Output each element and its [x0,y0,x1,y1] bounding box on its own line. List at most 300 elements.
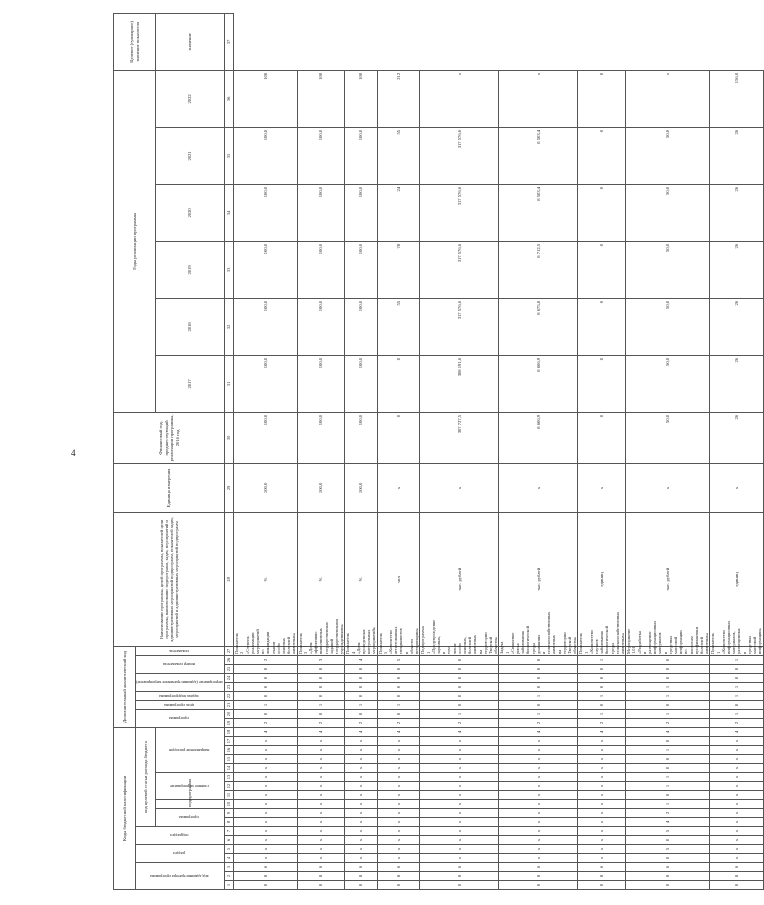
code-cell: 4 [626,727,710,736]
row-year-value: 0 [377,355,420,412]
row-unit: % [345,512,377,646]
code-cell: x [499,836,578,845]
code-cell: 0 [234,682,297,691]
row-fin-year: x [499,463,578,512]
code-cell: 3 [297,655,345,664]
code-cell: x [710,764,763,773]
row-fin-year: x [710,463,763,512]
code-cell: 4 [234,727,297,736]
row-year-value: 50,0 [626,184,710,241]
row-year-value: 0 [578,355,626,412]
column-number: 11 [225,791,234,800]
code-cell: x [710,827,763,836]
column-number: 31 [225,355,234,412]
code-cell: 6 [297,863,345,872]
header-podrazdel: подраздел [170,833,189,839]
code-cell: x [377,854,420,863]
code-cell: 0 [345,673,377,682]
code-cell: x [710,773,763,782]
code-cell: x [578,773,626,782]
column-number: 17 [225,737,234,746]
code-cell: 0 [626,673,710,682]
code-cell: x [578,764,626,773]
row-name: Показатель 5 «Количество аттестованных специалистов в области ветеринарии» [377,626,420,654]
code-cell: x [377,791,420,800]
code-cell: 0 [345,709,377,718]
row-unit: тыс. рублей [626,512,710,646]
code-cell: 0 [297,673,345,682]
code-cell: x [234,854,297,863]
code-cell: x [377,755,420,764]
code-cell: x [578,746,626,755]
code-cell: x [710,854,763,863]
code-cell: 0 [420,700,499,709]
code-cell: 0 [710,700,763,709]
column-number: 29 [225,463,234,512]
column-number: 8 [225,818,234,827]
header-year-2022: 2022 [156,70,225,127]
row-year-value: 100,0 [297,298,345,355]
row-year-value: 0 [578,241,626,298]
code-cell: 5 [626,827,710,836]
code-cell: x [377,737,420,746]
row-year-value: 100,0 [297,355,345,412]
code-cell: 2 [710,718,763,727]
code-cell: x [234,764,297,773]
column-number: 13 [225,773,234,782]
code-cell: 1 [499,709,578,718]
code-cell: 1 [626,782,710,791]
row-name: Мероприятие 1.01 «Разработка и размещение информационных материалов в средствах массовой информации по вопросам профилактики болезней животных» [626,620,710,654]
code-cell: x [377,782,420,791]
table-row [234,13,297,889]
code-cell: x [345,818,377,827]
code-cell: x [420,782,499,791]
code-cell: 2 [377,718,420,727]
rotated-table-wrapper [113,21,763,890]
row-year-value: 100,0 [297,412,345,463]
row-year-value: 100,0 [297,127,345,184]
table-row [626,13,710,889]
code-cell: x [499,818,578,827]
code-cell: x [234,746,297,755]
code-cell: x [377,809,420,818]
code-cell: x [499,827,578,836]
row-target: 100 [234,70,297,127]
code-cell: x [297,737,345,746]
column-numbers-row [225,13,234,889]
code-cell: 0 [578,700,626,709]
code-cell: 0 [499,655,578,664]
column-number: 15 [225,755,234,764]
code-cell: 0 [234,673,297,682]
row-year-value: 50,0 [626,298,710,355]
row-year-value: 50,0 [626,355,710,412]
row-year-value: 24 [377,184,420,241]
code-cell: 0 [377,664,420,673]
code-cell: 0 [578,664,626,673]
column-number: 20 [225,709,234,718]
code-cell: 0 [710,664,763,673]
column-number: 19 [225,718,234,727]
code-cell: 6 [377,863,420,872]
column-number: 7 [225,827,234,836]
code-cell: 0 [345,691,377,700]
code-cell: 8 [499,872,578,881]
header-target-value: значение [156,13,225,70]
row-year-value: 8 606,9 [499,355,578,412]
header-ex-task: задача подпрограммы [159,693,200,699]
column-number: 6 [225,836,234,845]
code-cell: x [499,782,578,791]
row-year-value: 100,0 [234,184,297,241]
code-cell: x [578,818,626,827]
code-cell: x [234,809,297,818]
code-cell: 2 [578,718,626,727]
column-number: 24 [225,673,234,682]
code-cell: x [578,800,626,809]
row-year-value: 8 503,4 [499,184,578,241]
header-year-2017: 2017 [156,355,225,412]
code-cell: x [345,827,377,836]
code-cell: 0 [234,691,297,700]
table-row [345,13,377,889]
row-year-value: 100,0 [297,241,345,298]
code-cell: 1 [626,746,710,755]
code-cell: 6 [420,863,499,872]
code-cell: 1 [578,655,626,664]
code-cell: x [420,809,499,818]
code-cell: 2 [626,718,710,727]
row-unit: тыс. рублей [420,512,499,646]
code-cell: 0 [499,881,578,890]
code-cell: 0 [499,664,578,673]
code-cell: 1 [578,691,626,700]
code-cell: 0 [710,881,763,890]
code-cell: 2 [234,655,297,664]
row-year-value: 317 576,6 [420,298,499,355]
column-number: 2 [225,872,234,881]
row-unit: тыс. рублей [499,512,578,646]
row-target: 0 [578,70,626,127]
row-year-value: 50,0 [626,127,710,184]
row-year-value: 317 576,6 [420,127,499,184]
header-ex-number: номер показателя [163,662,196,668]
code-cell: 2 [234,718,297,727]
code-cell: x [345,836,377,845]
code-cell: 6 [234,863,297,872]
row-target: 156,0 [710,70,763,127]
row-fin-year: 100,0 [297,463,345,512]
code-cell: x [234,836,297,845]
code-cell: x [499,764,578,773]
column-number: 33 [225,241,234,298]
code-cell: x [420,836,499,845]
row-year-value: 26 [710,184,763,241]
code-cell: x [234,800,297,809]
code-cell: 1 [626,709,710,718]
code-cell: x [377,836,420,845]
code-cell: 0 [626,755,710,764]
column-number: 22 [225,691,234,700]
row-unit: единиц [578,512,626,646]
code-cell: 1 [377,700,420,709]
row-year-value: 100,0 [345,127,377,184]
code-cell: 1 [710,691,763,700]
code-cell: 0 [420,691,499,700]
code-cell: 1 [626,691,710,700]
row-year-value: 0 [578,127,626,184]
code-cell: x [420,791,499,800]
code-cell: x [297,755,345,764]
table-row [377,13,420,889]
code-cell: 0 [420,881,499,890]
row-year-value: 8 675,8 [499,298,578,355]
row-year-value: 100,0 [345,298,377,355]
code-cell: 8 [710,872,763,881]
code-cell: x [297,809,345,818]
header-direction: направление расходов [169,747,210,753]
code-cell: x [499,791,578,800]
code-cell: x [345,809,377,818]
code-cell: 2 [297,718,345,727]
row-target: 212 [377,70,420,127]
code-cell: 0 [297,691,345,700]
column-number: 32 [225,298,234,355]
row-fin-year: 100,0 [234,463,297,512]
row-year-value: 100,0 [234,412,297,463]
code-cell: 0 [297,881,345,890]
column-number: 4 [225,854,234,863]
page-number: 4 [71,448,76,458]
row-unit: чел [377,512,420,646]
code-cell: 8 [377,872,420,881]
row-year-value: 26 [710,355,763,412]
header-main-event: главное мероприятие [169,783,209,789]
code-cell: 0 [626,791,710,800]
code-cell: 1 [626,773,710,782]
column-number: 34 [225,184,234,241]
code-cell: x [234,791,297,800]
code-cell: 8 [420,872,499,881]
code-cell: 2 [626,809,710,818]
code-cell: x [499,746,578,755]
header-years-group: Годы реализации программы [114,70,156,412]
code-cell: x [499,755,578,764]
code-cell: 0 [626,655,710,664]
code-cell: x [420,800,499,809]
row-year-value: 100,0 [345,184,377,241]
code-cell: x [377,764,420,773]
row-name: Подпрограмма 1 «Предупреждение заразных, в том числе особо опасных, болезней животных на территории Тверской области» [420,619,499,654]
header-ex-type: мероприятие (административное мероприятие) [136,680,223,686]
code-cell: 0 [420,673,499,682]
code-cell: x [499,737,578,746]
header-ex-subprogram: цель программы [164,702,195,708]
code-cell: x [710,782,763,791]
code-cell: x [420,764,499,773]
code-cell: 1 [234,700,297,709]
code-cell: 0 [626,664,710,673]
column-number: 21 [225,700,234,709]
row-year-value: 100,0 [345,241,377,298]
row-target: 100 [297,70,345,127]
code-cell: 8 [578,872,626,881]
code-cell: 0 [626,764,710,773]
code-cell: x [297,773,345,782]
code-cell: x [377,818,420,827]
column-number: 10 [225,800,234,809]
code-cell: 0 [626,737,710,746]
row-year-value: 8 503,4 [499,127,578,184]
row-year-value: 26 [710,241,763,298]
column-number: 14 [225,764,234,773]
table-row [578,13,626,889]
header-target-article: код целевой статьи расхода бюджета [136,727,156,826]
code-cell: x [420,755,499,764]
code-cell: x [377,773,420,782]
code-cell: x [297,854,345,863]
code-cell: 4 [345,727,377,736]
code-cell: 0 [345,682,377,691]
code-cell: x [499,809,578,818]
code-cell: x [377,800,420,809]
code-cell: 0 [578,682,626,691]
column-number: 5 [225,845,234,854]
code-cell: x [578,791,626,800]
row-year-value: 50,0 [626,241,710,298]
row-year-value: 100,0 [234,127,297,184]
code-cell: x [578,755,626,764]
row-year-value: 317 576,6 [420,241,499,298]
code-cell: 6 [499,863,578,872]
code-cell: x [377,845,420,854]
header-ex-program: программа [169,716,190,722]
code-cell: x [345,854,377,863]
header-target: Целевое (суммарное) значение показателя [114,13,156,70]
code-cell: x [420,818,499,827]
code-cell: 0 [234,709,297,718]
code-cell: 0 [578,673,626,682]
code-cell: x [420,737,499,746]
code-cell: x [499,845,578,854]
code-cell: 0 [377,673,420,682]
code-cell: 2 [499,718,578,727]
code-cell: x [578,809,626,818]
column-number: 35 [225,127,234,184]
column-number: 30 [225,412,234,463]
row-target: 100 [345,70,377,127]
column-number: 3 [225,863,234,872]
row-unit: % [297,512,345,646]
column-number: 23 [225,682,234,691]
code-cell: 0 [578,881,626,890]
row-year-value: 100,0 [234,355,297,412]
code-cell: 5 [377,655,420,664]
code-cell: 0 [420,664,499,673]
header-extra-code: Дополнительный аналитический код [114,646,136,727]
code-cell: 6 [345,863,377,872]
code-cell: x [710,791,763,800]
row-year-value: 78 [377,241,420,298]
code-cell: x [297,800,345,809]
header-name: Наименование программы, целей программы, показателей цели программы, наименование подпрограмм, задач, мероприятий и административных мероприятий подпрограмм, показателей задач, мероприятий и административных мероприятий подпрограмм [114,512,225,646]
code-cell: x [345,845,377,854]
code-cell: x [345,800,377,809]
code-cell: 1 [710,682,763,691]
code-cell: 6 [710,863,763,872]
code-cell: x [420,773,499,782]
code-cell: 8 [345,872,377,881]
code-cell: x [710,755,763,764]
code-cell: 0 [626,854,710,863]
table-row [420,13,499,889]
code-cell: x [710,845,763,854]
column-number: 26 [225,655,234,664]
code-cell: x [345,791,377,800]
row-target: x [420,70,499,127]
column-number: 1 [225,881,234,890]
row-year-value: 308 191,6 [420,355,499,412]
code-cell: x [377,827,420,836]
row-target: x [499,70,578,127]
code-cell: x [234,773,297,782]
code-cell: 0 [499,673,578,682]
code-cell: 1 [345,700,377,709]
code-cell: 1 [626,682,710,691]
column-number: 28 [225,512,234,646]
code-cell: 0 [626,700,710,709]
code-cell: x [297,818,345,827]
code-cell: x [345,737,377,746]
code-cell: 4 [345,655,377,664]
row-year-value: 100,0 [234,241,297,298]
row-unit: единиц [710,512,763,646]
header-year-2019: 2019 [156,241,225,298]
program-indicators-table [113,13,764,890]
row-name: Показатель 4 «Доля проведенных контрольных мероприятий» [345,627,377,654]
row-year-value: 55 [377,298,420,355]
code-cell: 8 [234,872,297,881]
code-cell: x [710,746,763,755]
column-number: 36 [225,70,234,127]
code-cell: 4 [710,727,763,736]
code-cell: 0 [234,664,297,673]
row-fin-year: x [578,463,626,512]
code-cell: x [345,764,377,773]
code-cell: 0 [420,682,499,691]
code-cell: x [420,854,499,863]
code-cell: x [578,737,626,746]
row-fin-year: x [626,463,710,512]
code-cell: x [345,746,377,755]
header-program: программа [179,815,200,821]
code-cell: x [499,800,578,809]
code-cell: 1 [710,709,763,718]
code-cell: 0 [345,881,377,890]
code-cell: x [420,827,499,836]
row-year-value: 100,0 [345,355,377,412]
row-fin-year: x [420,463,499,512]
header-year-2021: 2021 [156,127,225,184]
column-number: 37 [225,13,234,70]
row-year-value: 100,0 [234,298,297,355]
header-codes: Коды бюджетной классификации [114,727,136,889]
code-cell: x [710,737,763,746]
code-cell: x [578,827,626,836]
row-year-value: 26 [710,127,763,184]
row-target: x [626,70,710,127]
